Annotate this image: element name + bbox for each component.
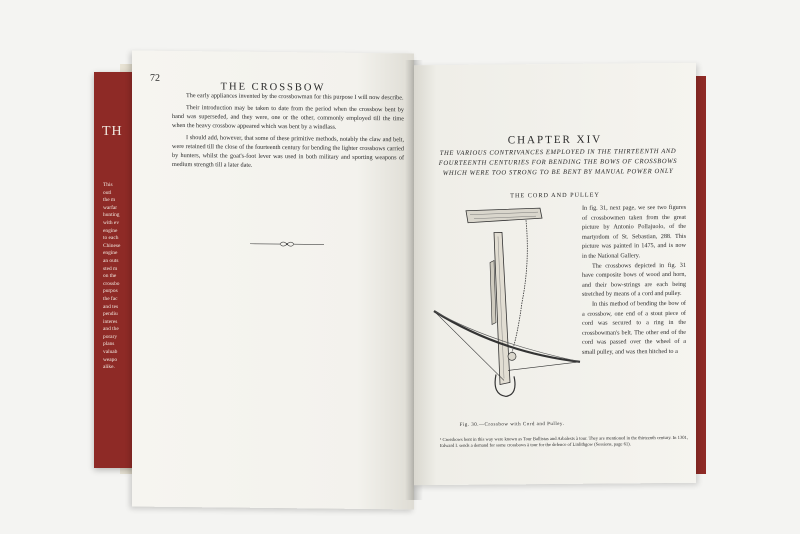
cover-blurb-line: the m: [103, 197, 116, 204]
cover-blurb-line: interes: [103, 318, 118, 325]
cover-blurb-line: on the: [103, 273, 117, 280]
cover-blurb-line: engine: [103, 227, 118, 234]
cover-blurb-line: weapo: [103, 356, 118, 363]
cover-blurb-line: outl: [103, 189, 112, 196]
cover-blurb-line: alike.: [103, 364, 115, 371]
paragraph: In this method of bending the bow of a crossbow, one end of a stout piece of cord was secured to a ring in the crossbowman's belt. The other end of the cord was passed over the wheel of a small pulley, and was then hitched to a: [582, 299, 686, 356]
ornament-divider: [250, 240, 324, 249]
cover-blurb-line: sted m: [103, 265, 118, 272]
page-number: 72: [150, 72, 160, 84]
paragraph: The early appliances invented by the crossbowman for this purpose I will now describe.: [186, 92, 404, 102]
paragraph: I should add, however, that some of these primitive methods, notably the claw and belt, were retained till the close of the fourteenth century for bending the lighter crossbows carried by hunters, whilst the goat's-foot lever was used in both military and sporting weapons of medium strength till a later date.: [172, 134, 404, 169]
cover-blurb-line: plans: [103, 341, 115, 348]
running-head: THE CROSSBOW: [220, 81, 326, 94]
cover-blurb-line: engine: [103, 250, 118, 257]
cover-blurb-line: with ev: [103, 219, 120, 226]
figure-caption: Fig. 30.—Crossbow with Cord and Pulley.: [459, 421, 565, 428]
cover-blurb-line: valuab: [103, 349, 118, 356]
section-heading: THE CORD AND PULLEY: [510, 191, 600, 200]
cover-blurb-line: Chinese: [103, 242, 121, 249]
cover-blurb-line: an outs: [103, 257, 119, 264]
paragraph: Their introduction may be taken to date from the period when the crossbow bent by hand was superseded, and they were, one or the other, commonly employed till the time when the heavy crossbow appeared which was bent by a windlass.: [172, 104, 404, 131]
cover-blurb-line: pendiu: [103, 311, 118, 318]
right-page: [414, 63, 696, 485]
cover-blurb-line: porary: [103, 333, 118, 340]
left-page: [132, 51, 414, 510]
cover-blurb-line: purpos: [103, 288, 118, 295]
cover-blurb-line: and tes: [103, 303, 119, 310]
left-page-body: [172, 91, 404, 174]
paragraph: In fig. 31, next page, we see two figures of crossbowmen taken from the great picture by Antonio Pollajuolo, of the martyrdom of St. Sebastian, 288. This picture was painted in 1475, and is now in the National Gallery.: [582, 203, 686, 260]
footnote: ¹ Crossbows bent in this way were known as Tour Ballistas and Arbalests à tour. They are mentioned in the thirteenth century. In 1301, Edward I. sends a demand for some crossbows à tour for the defence of Linlithgow (Sessions, page 61).: [440, 434, 688, 449]
chapter-heading: CHAPTER XIV: [507, 133, 603, 147]
cover-blurb: [103, 182, 129, 372]
cover-blurb-line: the fac: [103, 295, 118, 302]
right-column-text: [582, 203, 686, 357]
crossbow-illustration: [430, 202, 590, 403]
chapter-description: THE VARIOUS CONTRIVANCES EMPLOYED IN THE THIRTEENTH AND FOURTEENTH CENTURIES FOR BENDING THE BOWS OF CROSSBOWS WHICH WERE TOO STRONG TO BE BENT BY MANUAL POWER ONLY: [438, 147, 678, 177]
cover-blurb-line: to each: [103, 235, 119, 242]
cover-title: TH: [102, 124, 123, 139]
cover-blurb-line: hunting: [103, 212, 120, 219]
paragraph: The crossbows depicted in fig. 31 have composite bows of wood and horn, and their bow-strings are each being stretched by means of a cord and pulley.: [582, 261, 686, 299]
cover-blurb-line: crossbo: [103, 280, 120, 287]
cover-blurb-line: warfar: [103, 204, 118, 211]
cover-blurb-line: This: [103, 182, 113, 188]
cover-blurb-line: and the: [103, 326, 119, 333]
